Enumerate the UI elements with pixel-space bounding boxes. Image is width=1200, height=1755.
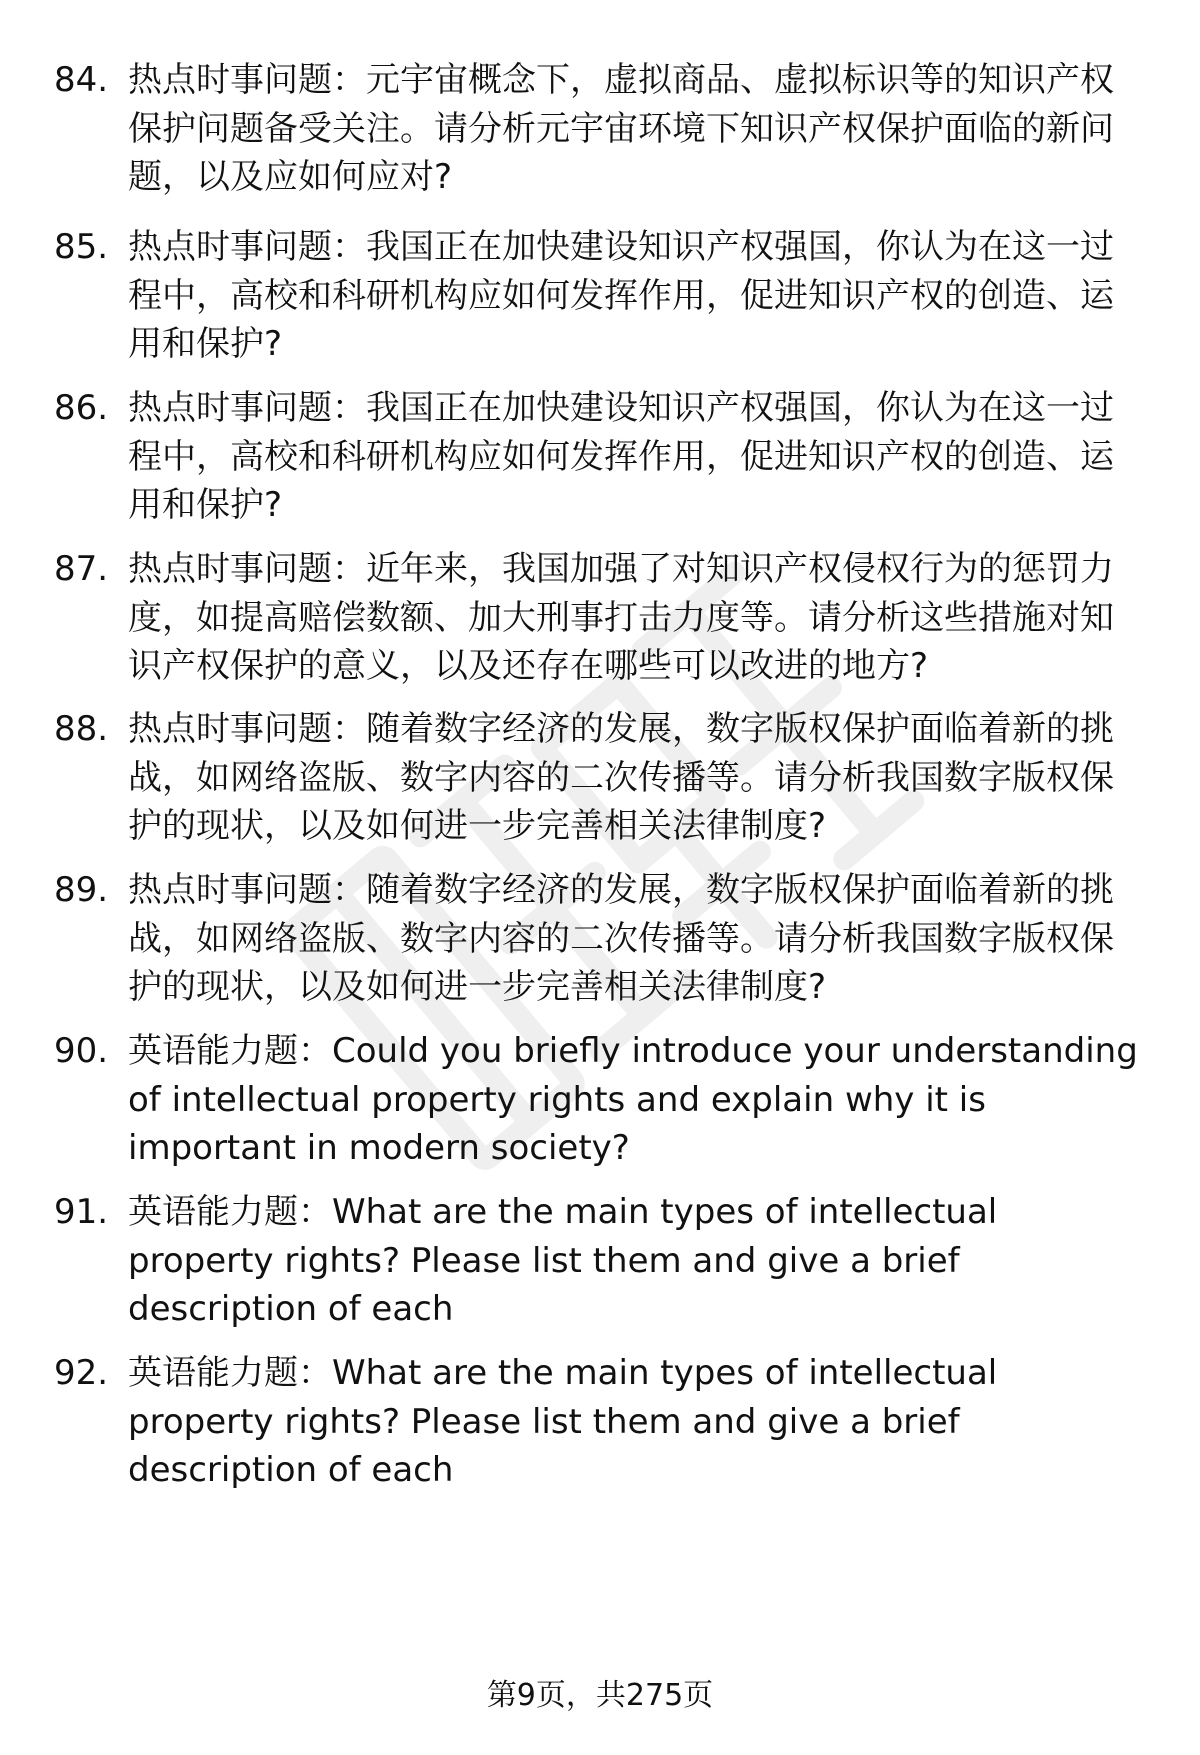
page-number-footer: 第9页，共275页 <box>486 1678 714 1713</box>
question-text: 热点时事问题：随着数字经济的发展，数字版权保护面临着新的挑战，如网络盗版、数字内容的二次传播等。请分析我国数字版权保护的现状，以及如何进一步完善相关法律制度? <box>128 709 1114 846</box>
question-text: 热点时事问题：我国正在加快建设知识产权强国，你认为在这一过程中，高校和科研机构应如何发挥作用，促进知识产权的创造、运用和保护? <box>128 388 1114 525</box>
question-text: 英语能力题：What are the main types of intellectual property rights? Please list them and give a brief description of each <box>128 1192 998 1329</box>
question-number: 84. <box>54 60 109 100</box>
question-number: 87. <box>54 549 109 589</box>
question-number: 92. <box>54 1353 109 1393</box>
question-text: 热点时事问题：我国正在加快建设知识产权强国，你认为在这一过程中，高校和科研机构应如何发挥作用，促进知识产权的创造、运用和保护? <box>128 227 1114 364</box>
question-number: 91. <box>54 1192 109 1232</box>
question-text: 英语能力题：Could you briefly introduce your understanding of intellectual property rights and explain why it is important in modern society? <box>128 1031 1138 1168</box>
question-number: 89. <box>54 870 109 910</box>
question-text: 热点时事问题：近年来，我国加强了对知识产权侵权行为的惩罚力度，如提高赔偿数额、加大刑事打击力度等。请分析这些措施对知识产权保护的意义，以及还存在哪些可以改进的地方? <box>128 549 1114 686</box>
question-text: 英语能力题：What are the main types of intellectual property rights? Please list them and give a brief description of each <box>128 1353 998 1490</box>
question-number: 86. <box>54 388 109 428</box>
question-number: 90. <box>54 1031 109 1071</box>
question-number: 85. <box>54 227 109 267</box>
question-text: 热点时事问题：元宇宙概念下，虚拟商品、虚拟标识等的知识产权保护问题备受关注。请分析元宇宙环境下知识产权保护面临的新问题，以及应如何应对? <box>128 60 1114 197</box>
question-text: 热点时事问题：随着数字经济的发展，数字版权保护面临着新的挑战，如网络盗版、数字内容的二次传播等。请分析我国数字版权保护的现状，以及如何进一步完善相关法律制度? <box>128 870 1114 1007</box>
question-number: 88. <box>54 709 109 749</box>
